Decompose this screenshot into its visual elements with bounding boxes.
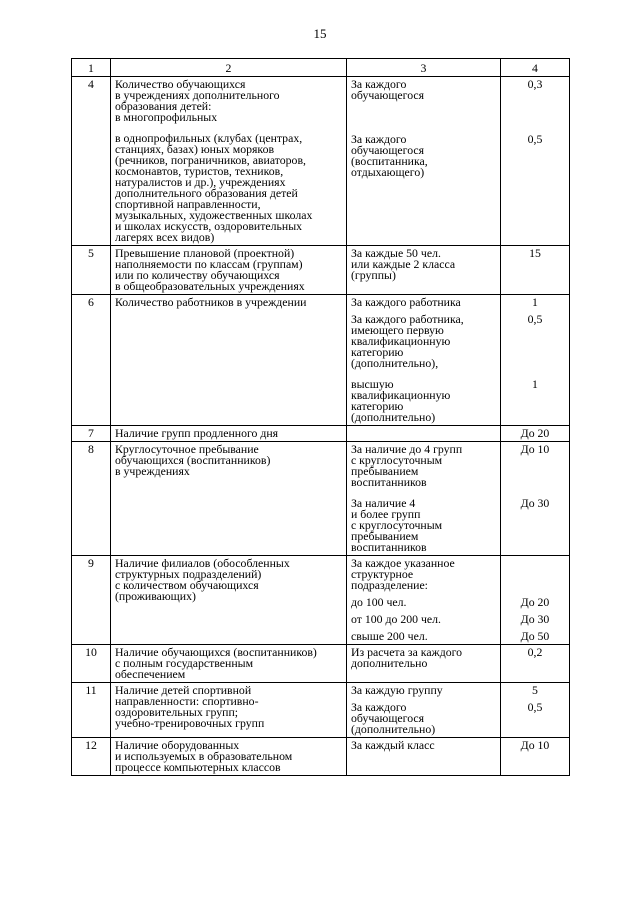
unit-text: За каждого работника, имеющего первую квалификационную категорию (дополнительно),	[351, 312, 464, 370]
criterion-cell	[111, 556, 347, 645]
unit-cell	[347, 645, 501, 683]
points-value: До 30	[520, 612, 550, 626]
criterion-cell	[111, 426, 347, 442]
row-number: 6	[72, 295, 111, 426]
table-header-row	[72, 59, 570, 77]
criterion-cell	[111, 442, 347, 556]
unit-text: от 100 до 200 чел.	[351, 612, 441, 626]
points-cell	[501, 645, 570, 683]
table-row	[72, 645, 570, 683]
table-row	[72, 295, 570, 426]
unit-text: За наличие до 4 групп с круглосуточным пребыванием воспитанников	[351, 442, 463, 489]
points-value: 0,5	[527, 700, 543, 714]
header-col-1: 1	[72, 59, 111, 77]
points-value: До 50	[520, 629, 550, 643]
unit-text: Из расчета за каждого дополнительно	[351, 645, 463, 670]
unit-cell	[347, 556, 501, 645]
criterion-text: Превышение плановой (проектной) наполняемости по классам (группам) или по количеству обучающихся в общеобразовательных учреждениях	[115, 246, 305, 293]
points-value: 0,2	[527, 645, 543, 659]
unit-text: до 100 чел.	[351, 595, 407, 609]
points-value	[505, 558, 565, 597]
points-value: До 10	[520, 442, 550, 456]
unit-cell	[347, 246, 501, 295]
criterion-text: Наличие обучающихся (воспитанников) с полным государственным обеспечением	[115, 645, 317, 681]
unit-text: За каждого обучающегося	[351, 77, 425, 102]
points-value: 0,5	[527, 132, 543, 146]
unit-cell	[347, 683, 501, 738]
criterion-text: Количество работников в учреждении	[115, 295, 307, 309]
criterion-text: Наличие групп продленного дня	[115, 426, 279, 440]
criterion-text: Наличие оборудованных и используемых в образовательном процессе компьютерных классов	[115, 738, 293, 774]
unit-text: За каждого обучающегося (дополнительно)	[351, 700, 436, 736]
criteria-table	[71, 58, 570, 776]
points-cell	[501, 295, 570, 426]
unit-text: За каждого обучающегося (воспитанника, отдыхающего)	[351, 132, 428, 179]
criterion-text: Круглосуточное пребывание обучающихся (воспитанников) в учреждениях	[115, 442, 271, 478]
unit-cell	[347, 295, 501, 426]
unit-text: За каждую группу	[351, 683, 443, 697]
unit-text: За каждые 50 чел. или каждые 2 класса (группы)	[351, 246, 456, 282]
criterion-cell	[111, 683, 347, 738]
row-number: 5	[72, 246, 111, 295]
points-value: 1	[532, 377, 538, 391]
points-cell	[501, 442, 570, 556]
points-value: До 30	[520, 496, 550, 510]
points-value: 0,3	[527, 77, 543, 91]
unit-text: За каждый класс	[351, 738, 435, 752]
table-row	[72, 77, 570, 246]
points-cell	[501, 246, 570, 295]
unit-text: свыше 200 чел.	[351, 629, 428, 643]
unit-cell	[347, 77, 501, 246]
criterion-text: Количество обучающихся в учреждениях дополнительного образования детей: в многопрофильных	[115, 77, 280, 124]
points-value: До 20	[520, 426, 550, 440]
header-col-2: 2	[111, 59, 347, 77]
criterion-text: в однопрофильных (клубах (центрах, станциях, базах) юных моряков (речников, пограничников, авиаторов, космонавтов, туристов, техников, натуралистов и др.), учреждениях дополнительного образования детей спортивной направленности, музыкальных, художественных школах и школах искусств, оздоровительных лагерях всех видов)	[115, 131, 313, 244]
points-cell	[501, 738, 570, 776]
points-cell	[501, 426, 570, 442]
table-row	[72, 556, 570, 645]
unit-cell	[347, 442, 501, 556]
criterion-cell	[111, 645, 347, 683]
table-row	[72, 683, 570, 738]
criterion-cell	[111, 738, 347, 776]
table-row	[72, 246, 570, 295]
table-row	[72, 738, 570, 776]
row-number: 7	[72, 426, 111, 442]
row-number: 4	[72, 77, 111, 246]
points-value: 5	[532, 683, 538, 697]
criterion-cell	[111, 77, 347, 246]
table-row	[72, 426, 570, 442]
unit-text: За наличие 4 и более групп с круглосуточным пребыванием воспитанников	[351, 496, 443, 554]
points-cell	[501, 556, 570, 645]
points-value: 15	[529, 246, 541, 260]
unit-text: За каждого работника	[351, 295, 461, 309]
table-row	[72, 442, 570, 556]
criterion-text: Наличие детей спортивной направленности: спортивно- оздоровительных групп; учебно-тренировочных групп	[115, 683, 265, 730]
criterion-text: Наличие филиалов (обособленных структурных подразделений) с количеством обучающихся (проживающих)	[115, 556, 290, 603]
page-number: 15	[313, 26, 327, 41]
unit-cell	[347, 738, 501, 776]
row-number: 12	[72, 738, 111, 776]
row-number: 10	[72, 645, 111, 683]
row-number: 8	[72, 442, 111, 556]
points-cell	[501, 77, 570, 246]
row-number: 11	[72, 683, 111, 738]
points-value: До 20	[520, 595, 550, 609]
points-cell	[501, 683, 570, 738]
unit-cell	[347, 426, 501, 442]
points-value: До 10	[520, 738, 550, 752]
header-col-4: 4	[501, 59, 570, 77]
criterion-cell	[111, 295, 347, 426]
unit-text: За каждое указанное структурное подразделение:	[351, 556, 455, 592]
points-value: 1	[532, 295, 538, 309]
row-number: 9	[72, 556, 111, 645]
header-col-3: 3	[347, 59, 501, 77]
unit-text: высшую квалификационную категорию (дополнительно)	[351, 377, 451, 424]
criterion-cell	[111, 246, 347, 295]
points-value: 0,5	[527, 312, 543, 326]
